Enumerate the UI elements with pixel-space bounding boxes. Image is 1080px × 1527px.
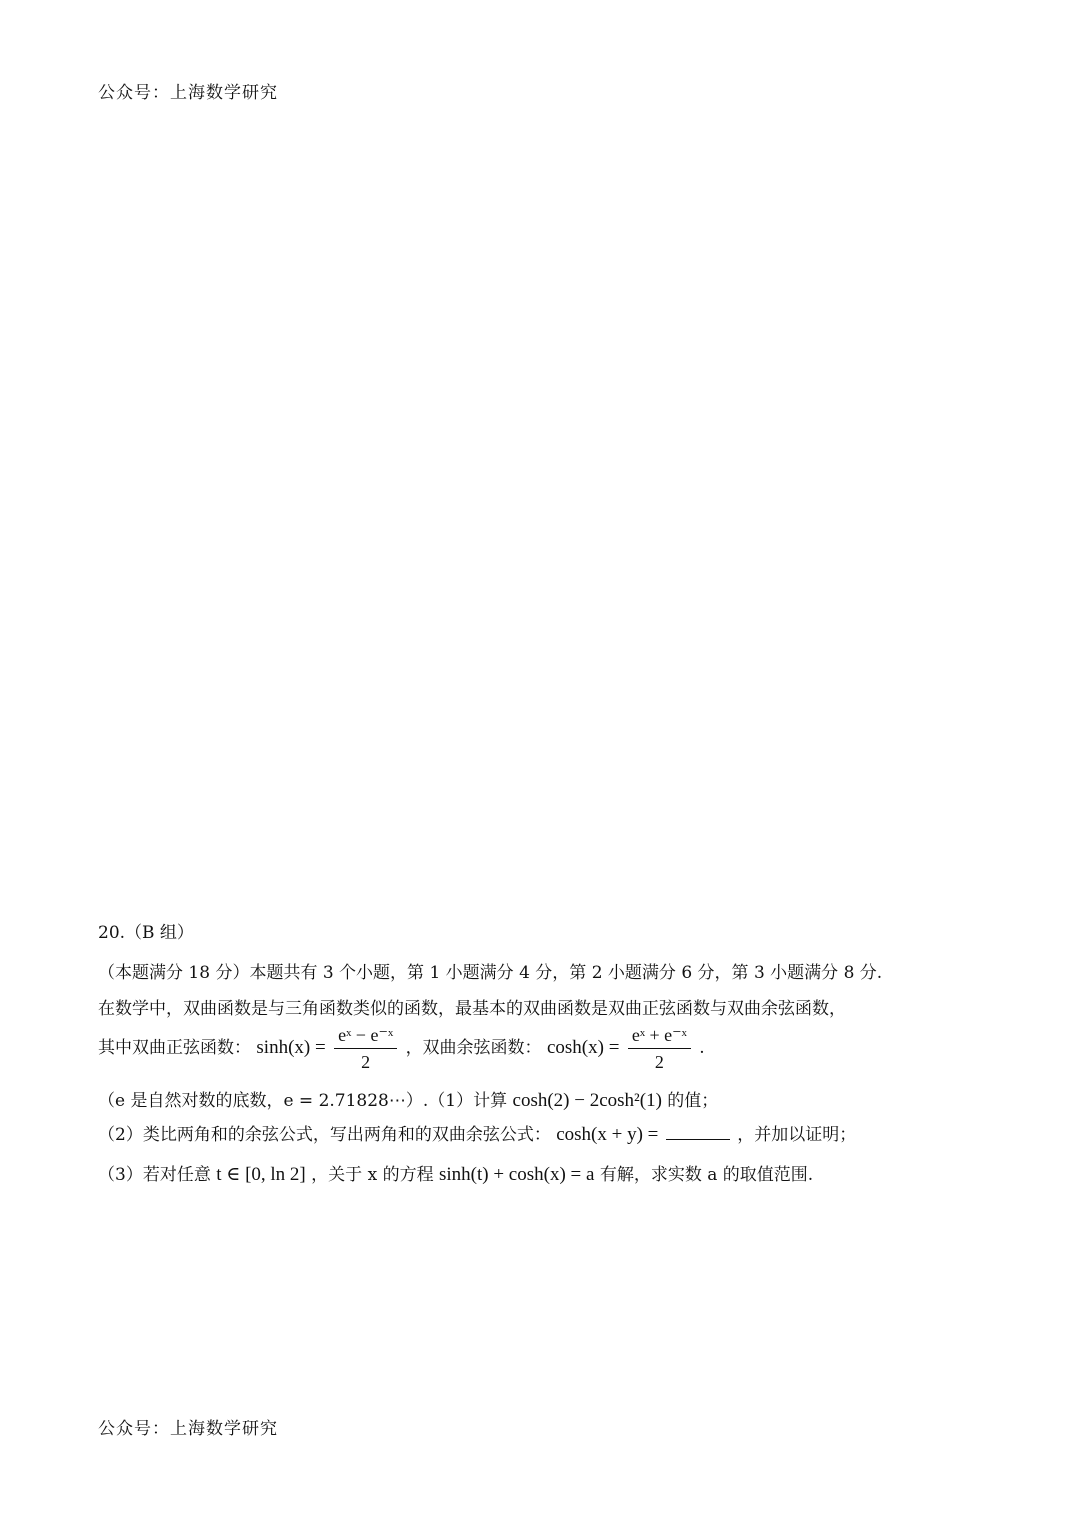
q1-end: 的值； <box>667 1091 719 1111</box>
q3-middle: ，关于 x 的方程 <box>311 1165 434 1185</box>
q1-expression: cosh(2) − 2cosh²(1) <box>512 1090 662 1111</box>
definition-middle: ，双曲余弦函数： <box>405 1038 542 1058</box>
footer-note: 公众号：上海数学研究 <box>98 1419 278 1439</box>
sinh-numerator: eˣ − e⁻ˣ <box>334 1024 397 1049</box>
definition-prefix: 其中双曲正弦函数： <box>98 1038 251 1058</box>
question-1-line <box>98 1086 718 1112</box>
q3-domain: t ∈ [0, ln 2] <box>216 1164 306 1185</box>
question-3-line <box>98 1160 813 1186</box>
score-info: （本题满分 18 分）本题共有 3 个小题，第 1 小题满分 4 分，第 2 小题满分 6 分，第 3 小题满分 8 分. <box>98 963 883 983</box>
q2-expression: cosh(x + y) = <box>556 1124 659 1145</box>
header-note: 公众号：上海数学研究 <box>98 83 278 103</box>
q2-end: ，并加以证明； <box>737 1125 857 1145</box>
definition-end: . <box>699 1038 705 1058</box>
cosh-numerator: eˣ + e⁻ˣ <box>628 1024 691 1049</box>
q3-prefix: （3）若对任意 <box>98 1165 211 1185</box>
sinh-lhs: sinh(x) = <box>256 1037 326 1058</box>
cosh-lhs: cosh(x) = <box>546 1037 620 1058</box>
e-note: （e 是自然对数的底数，e = 2.71828⋯）.（1）计算 <box>98 1091 508 1111</box>
cosh-denominator: 2 <box>654 1052 664 1072</box>
problem-number: 20.（B 组） <box>98 923 194 943</box>
question-2-line <box>98 1120 856 1146</box>
definition-line <box>98 1024 705 1073</box>
q3-end: 有解，求实数 a 的取值范围. <box>599 1165 814 1185</box>
sinh-denominator: 2 <box>361 1052 371 1072</box>
q2-prefix: （2）类比两角和的余弦公式，写出两角和的双曲余弦公式： <box>98 1125 551 1145</box>
answer-blank <box>666 1123 730 1140</box>
q3-equation: sinh(t) + cosh(x) = a <box>438 1164 595 1185</box>
cosh-fraction <box>628 1024 691 1073</box>
sinh-fraction <box>334 1024 397 1073</box>
intro-text: 在数学中，双曲函数是与三角函数类似的函数，最基本的双曲函数是双曲正弦函数与双曲余弦函数， <box>98 999 846 1019</box>
